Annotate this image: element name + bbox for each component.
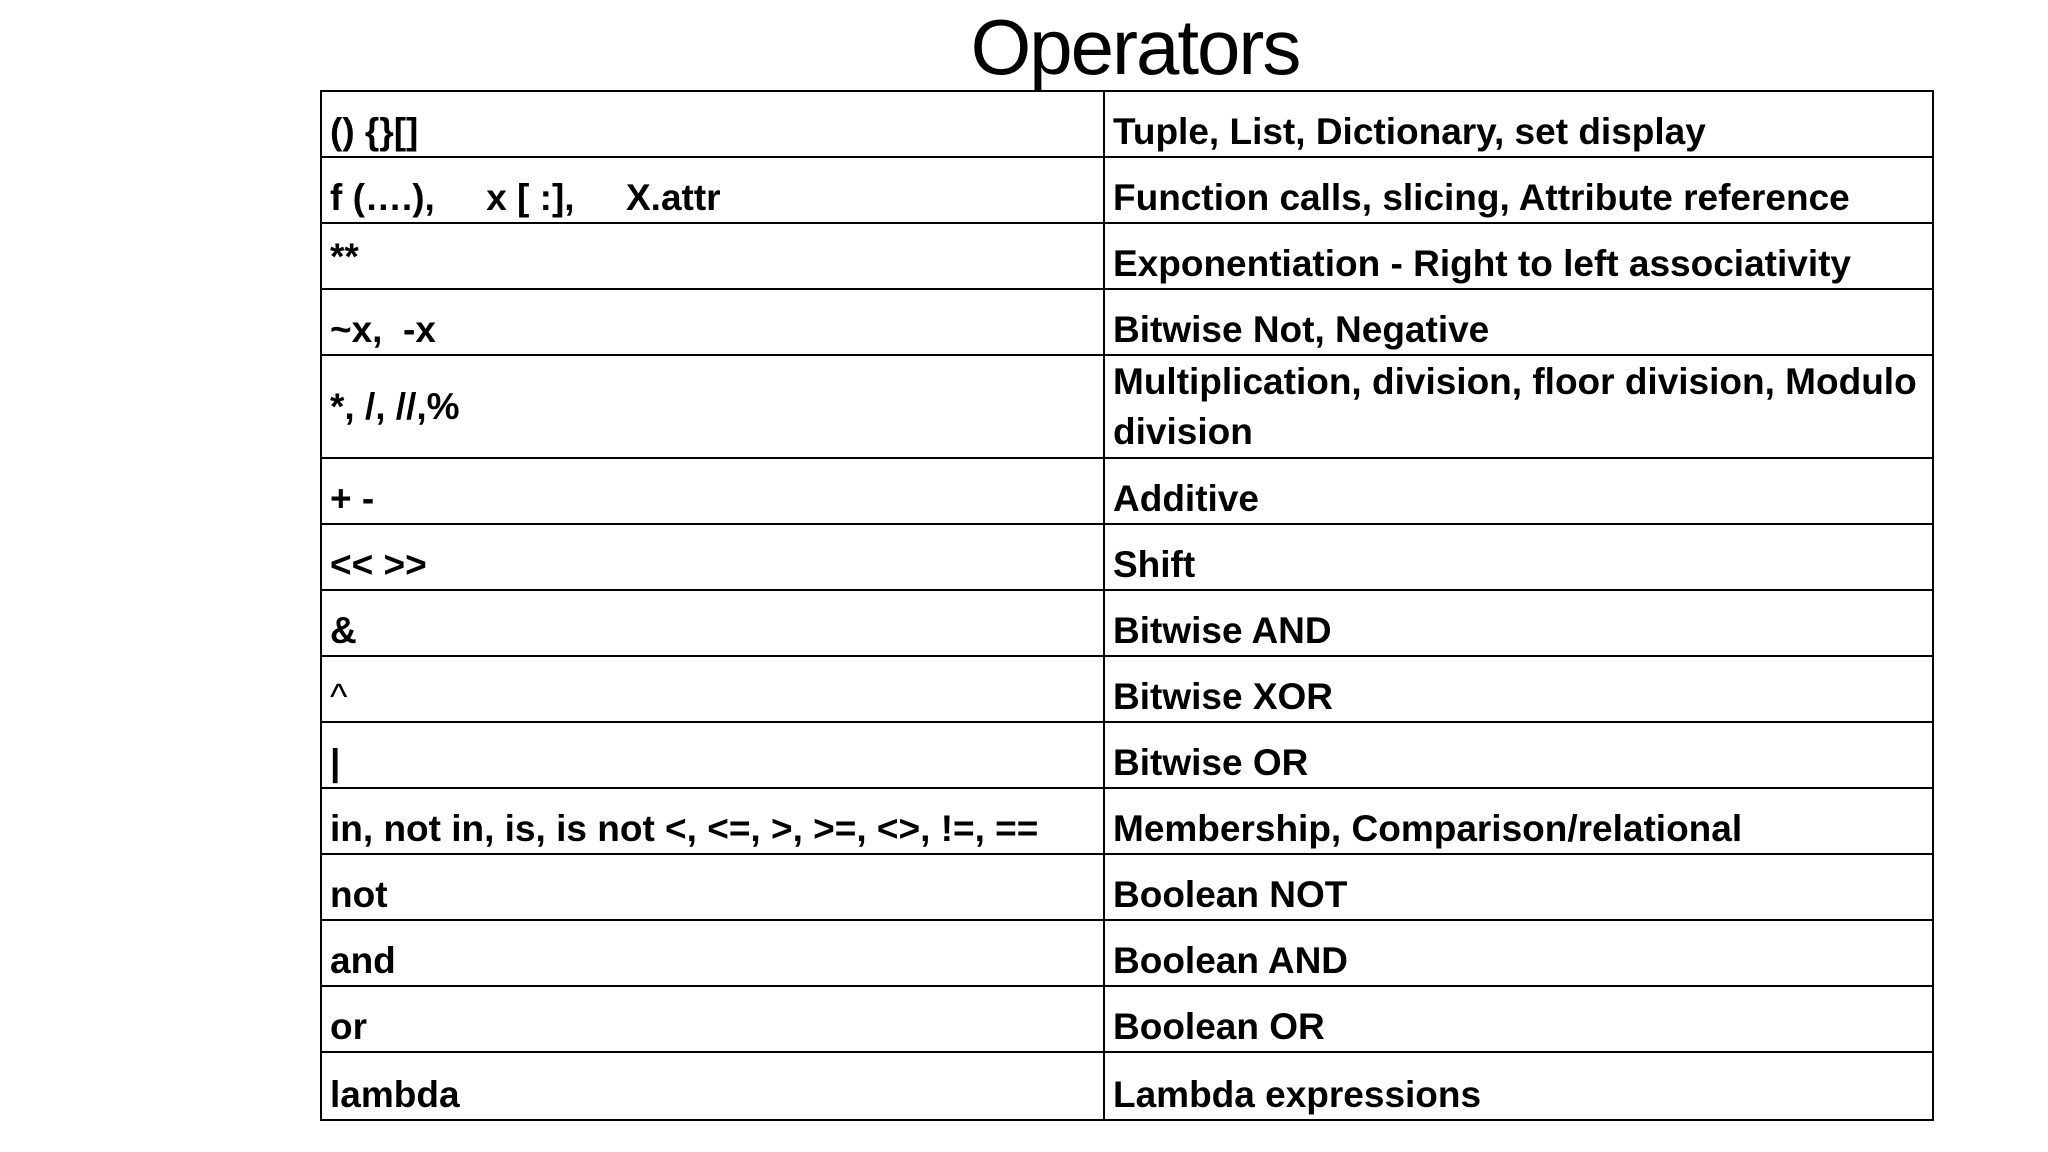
table-row: [321, 986, 1933, 1052]
operator-cell: lambda: [321, 1052, 1104, 1120]
table-row: [321, 355, 1933, 458]
operator-cell: ^: [321, 656, 1104, 722]
description-cell: Tuple, List, Dictionary, set display: [1104, 91, 1933, 157]
operator-cell: and: [321, 920, 1104, 986]
description-cell: Exponentiation - Right to left associativity: [1104, 223, 1933, 289]
description-cell: Boolean NOT: [1104, 854, 1933, 920]
operator-cell: in, not in, is, is not <, <=, >, >=, <>, !=, ==: [321, 788, 1104, 854]
description-cell: Bitwise XOR: [1104, 656, 1933, 722]
table-row: [321, 722, 1933, 788]
operator-cell: + -: [321, 458, 1104, 524]
description-cell: Membership, Comparison/relational: [1104, 788, 1933, 854]
operator-cell: ~x, -x: [321, 289, 1104, 355]
operator-cell: << >>: [321, 524, 1104, 590]
description-cell: Bitwise AND: [1104, 590, 1933, 656]
description-cell: Bitwise Not, Negative: [1104, 289, 1933, 355]
table-row: [321, 854, 1933, 920]
operator-cell: &: [321, 590, 1104, 656]
operators-table: [320, 90, 1934, 1121]
table-row: [321, 289, 1933, 355]
description-cell: Boolean OR: [1104, 986, 1933, 1052]
operator-cell: |: [321, 722, 1104, 788]
table-row: [321, 1052, 1933, 1120]
table-row: [321, 91, 1933, 157]
operator-cell: () {}[]: [321, 91, 1104, 157]
operator-cell: *, /, //,%: [321, 355, 1104, 458]
table-row: [321, 157, 1933, 223]
table-row: [321, 590, 1933, 656]
table-row: [321, 656, 1933, 722]
table-row: [321, 524, 1933, 590]
table-row: [321, 920, 1933, 986]
operator-cell: or: [321, 986, 1104, 1052]
description-cell: Boolean AND: [1104, 920, 1933, 986]
description-cell: Bitwise OR: [1104, 722, 1933, 788]
table-row: [321, 223, 1933, 289]
operator-cell: f (….), x [ :], X.attr: [321, 157, 1104, 223]
description-cell: Lambda expressions: [1104, 1052, 1933, 1120]
operator-cell: **: [321, 223, 1104, 289]
operator-cell: not: [321, 854, 1104, 920]
description-cell: Multiplication, division, floor division, Modulo division: [1104, 355, 1933, 458]
table-row: [321, 458, 1933, 524]
table-row: [321, 788, 1933, 854]
slide-title: Operators: [970, 3, 1300, 91]
description-cell: Additive: [1104, 458, 1933, 524]
description-cell: Shift: [1104, 524, 1933, 590]
description-cell: Function calls, slicing, Attribute reference: [1104, 157, 1933, 223]
